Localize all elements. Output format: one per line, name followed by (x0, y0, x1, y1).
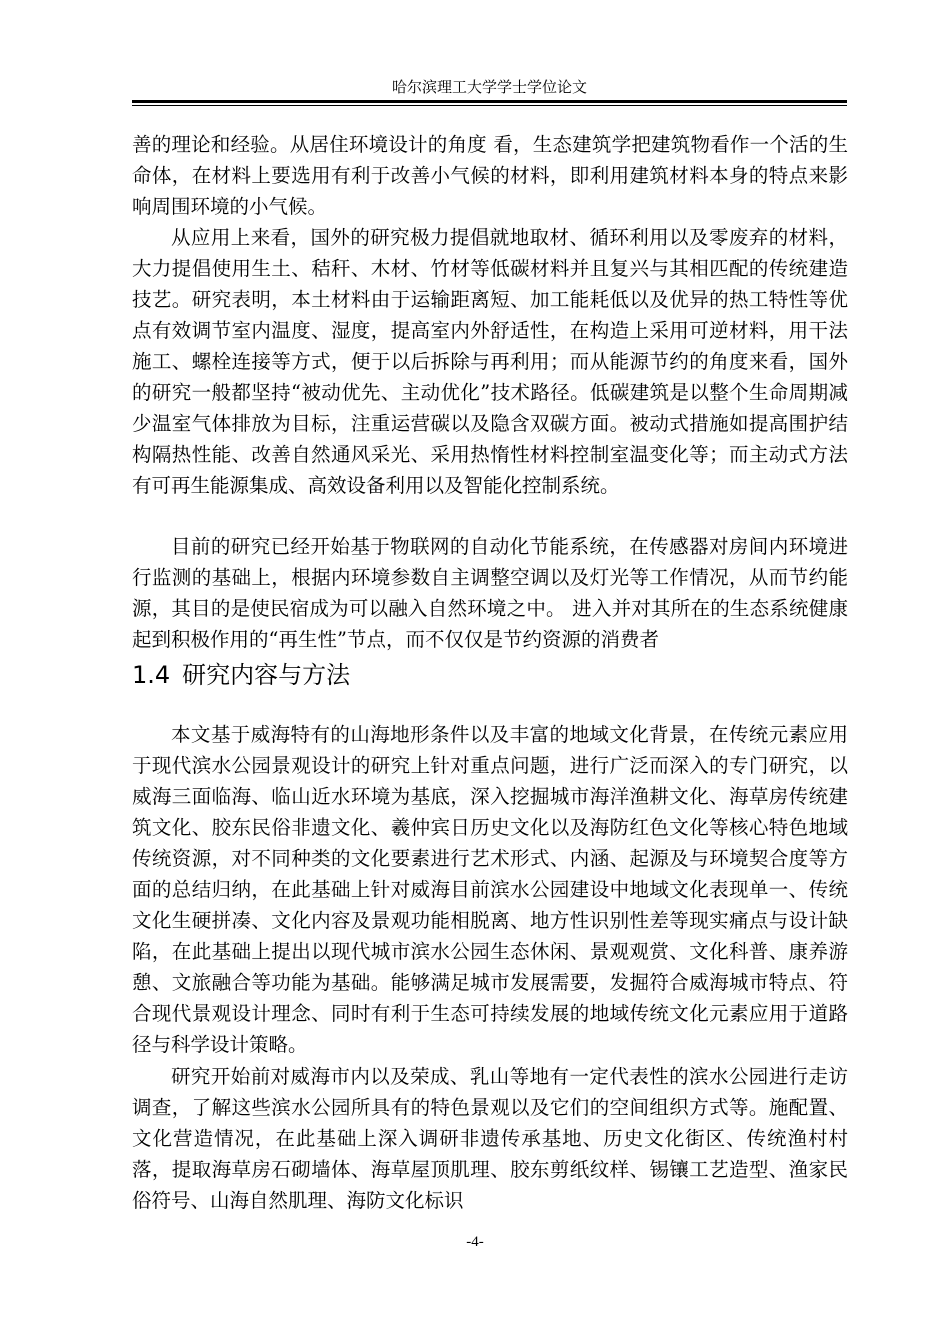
header-rule-thick (132, 100, 847, 103)
section-title: 研究内容与方法 (182, 661, 351, 689)
page-number: -4- (466, 1234, 484, 1250)
running-header: 哈尔滨理工大学学士学位论文 (391, 78, 587, 96)
paragraph-continued: 善的理论和经验。从居住环境设计的角度 看，生态建筑学把建筑物看作一个活的生命体，在材料上要选用有利于改善小气候的材料，即利用建筑材料本身的特点来影响周围环境的小气候。 (132, 133, 848, 218)
section-heading (132, 658, 350, 692)
paragraph-research-method: 研究开始前对威海市内以及荣成、乳山等地有一定代表性的滨水公园进行走访调查，了解这些滨水公园所具有的特色景观以及它们的空间组织方式等。施配置、文化营造情况，在此基础上深入调研非遗传承基地、历史文化街区、传统渔村村落，提取海草房石砌墙体、海草屋顶肌理、胶东剪纸纹样、锡镶工艺造型、渔家民俗符号、山海自然肌理、海防文化标识 (132, 1065, 848, 1212)
paragraph-application: 从应用上来看，国外的研究极力提倡就地取材、循环利用以及零废弃的材料，大力提倡使用生土、秸秆、木材、竹材等低碳材料并且复兴与其相匹配的传统建造技艺。研究表明，本土材料由于运输距离短、加工能耗低以及优异的热工特性等优点有效调节室内温度、湿度，提高室内外舒适性，在构造上采用可逆材料，用干法施工、螺栓连接等方式，便于以后拆除与再利用；而从能源节约的角度来看，国外的研究一般都坚持“被动优先、主动优化”技术路径。低碳建筑是以整个生命周期减少温室气体排放为目标，注重运营碳以及隐含双碳方面。被动式措施如提高围护结构隔热性能、改善自然通风采光、采用热惰性材料控制室温变化等；而主动式方法有可再生能源集成、高效设备利用以及智能化控制系统。 (132, 226, 848, 497)
paragraph-research-content: 本文基于威海特有的山海地形条件以及丰富的地域文化背景，在传统元素应用于现代滨水公园景观设计的研究上针对重点问题，进行广泛而深入的专门研究，以威海三面临海、临山近水环境为基底，深入挖掘城市海洋渔耕文化、海草房传统建筑文化、胶东民俗非遗文化、羲仲宾日历史文化以及海防红色文化等核心特色地域传统资源，对不同种类的文化要素进行艺术形式、内涵、起源及与环境契合度等方面的总结归纳，在此基础上针对威海目前滨水公园建设中地域文化表现单一、传统文化生硬拼凑、文化内容及景观功能相脱离、地方性识别性差等现实痛点与设计缺陷，在此基础上提出以现代城市滨水公园生态休闲、景观观赏、文化科普、康养游憩、文旅融合等功能为基础。能够满足城市发展需要，发掘符合威海城市特点、符合现代景观设计理念、同时有利于生态可持续发展的地域传统文化元素应用于道路径与科学设计策略。 (132, 723, 848, 1056)
header-rule-thin (132, 105, 847, 106)
section-number: 1.4 (132, 661, 171, 689)
paragraph-current-research: 目前的研究已经开始基于物联网的自动化节能系统，在传感器对房间内环境进行监测的基础上，根据内环境参数自主调整空调以及灯光等工作情况，从而节约能源，其目的是使民宿成为可以融入自然环境之中。 进入并对其所在的生态系统健康起到积极作用的“再生性”节点，而不仅仅是节约资源的消费者 (132, 535, 848, 651)
